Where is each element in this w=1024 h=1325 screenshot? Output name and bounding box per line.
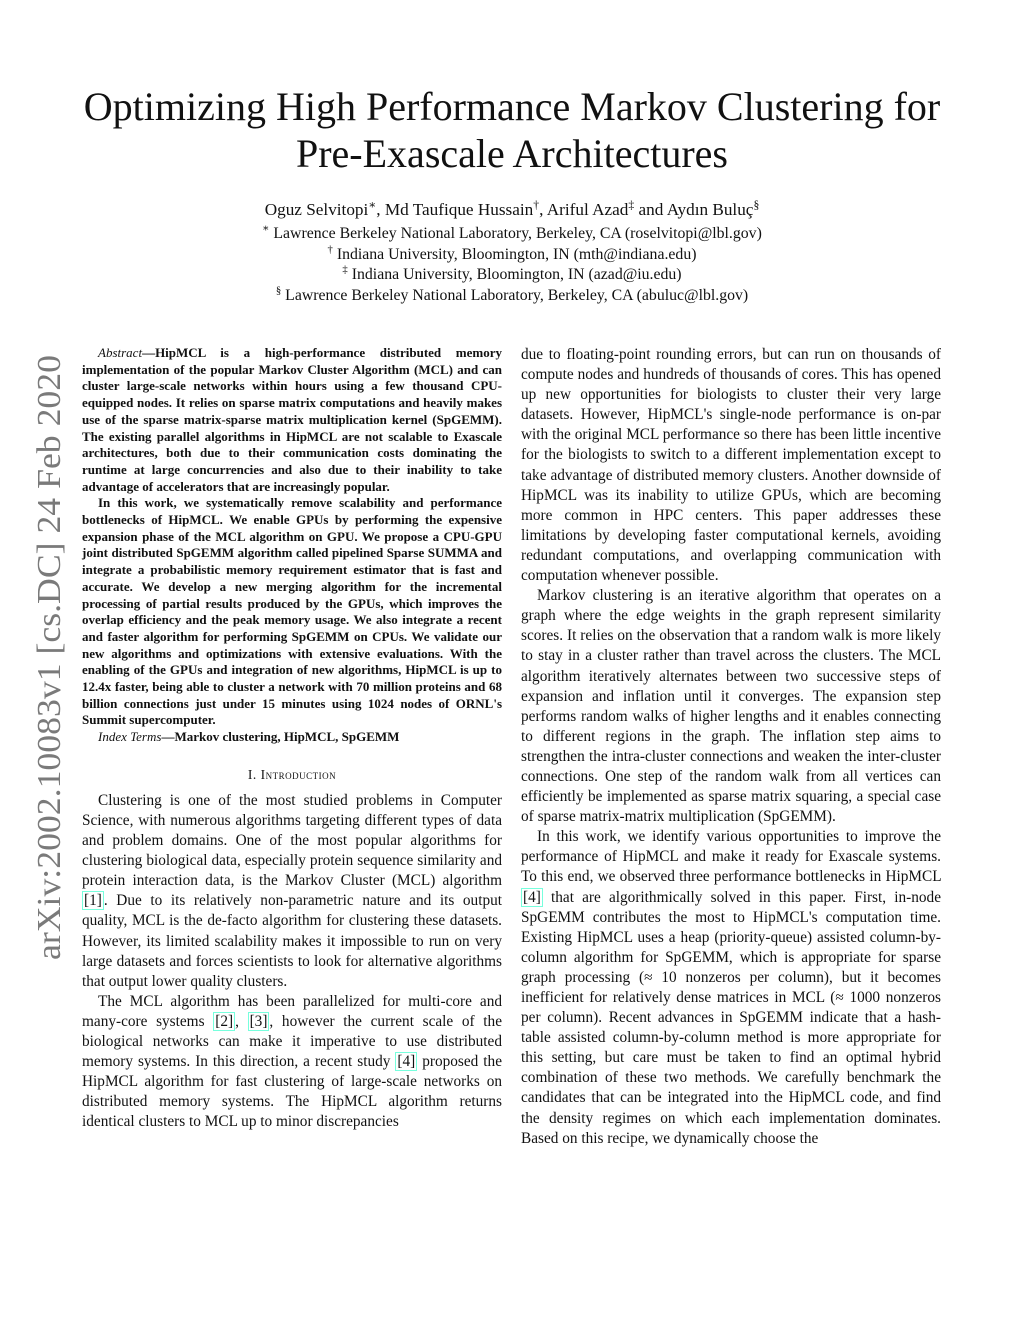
affiliation: † Indiana University, Bloomington, IN (mth@indiana.edu) (327, 243, 697, 263)
body-paragraph: The MCL algorithm has been parallelized for multi-core and many-core systems [2] , [3] , however the current scale of the biological networks can make it imperative to use distributed memory systems. In this direction, a recent study [4] proposed the HipMCL algorithm for fast clustering of large-scale networks on distributed memory systems. The HipMCL algorithm returns identical clusters to MCL up to minor discrepancies (82, 992, 502, 1131)
right-column (521, 345, 941, 1149)
index-terms-label: Index Terms (98, 729, 162, 745)
citation-link[interactable]: [1] (84, 892, 102, 910)
left-column (82, 345, 502, 1132)
abstract-paragraph: In this work, we systematically remove scalability and performance bottlenecks of HipMCL. We enable GPUs by performing the expensive expansion phase of the MCL algorithm on GPU. We propose a CPU-GPU joint distributed SpGEMM algorithm called pipelined Sparse SUMMA and integrate a probabilistic memory requirement estimator that is fast and accurate. We develop a new merging algorithm for the incremental processing of partial results produced by the GPUs, which improves the overlap efficiency and the peak memory usage. We also integrate a recent and faster algorithm for performing SpGEMM on CPUs. We validate our new algorithms and optimizations with extensive evaluations. With the enabling of the GPUs and integration of new algorithms, HipMCL is up to 12.4x faster, being able to cluster a network with 70 million proteins and 68 billion connections just under 15 minutes using 1024 nodes of ORNL's Summit supercomputer. (82, 495, 502, 728)
affiliation: § Lawrence Berkeley National Laboratory, Berkeley, CA (abuluc@lbl.gov) (275, 284, 749, 304)
citation-link[interactable]: [2] (215, 1012, 234, 1030)
citation-link[interactable]: [4] (523, 888, 541, 906)
author-list: Oguz Selvitopi∗, Md Taufique Hussain†, Ariful Azad‡ and Aydın Buluç§ (264, 198, 760, 219)
author-name: Md Taufique Hussain (384, 200, 534, 219)
section-heading: I. Introduction (247, 766, 337, 782)
arxiv-sidebar-stamp (2, 350, 74, 965)
intro-left-text (82, 791, 502, 1133)
body-paragraph: Markov clustering is an iterative algorithm that operates on a graph where the edge weights in the graph represent similarity scores. It relies on the observation that a random walk is more likely to stay in a cluster rather than travel across the clusters. The MCL algorithm iteratively alternates between two successive steps of expansion and inflation until it converges. The expansion step performs random walks of higher lengths and it enables connecting to different regions in the graph. The inflation step aims to strengthen the intra-cluster connections and weaken the inter-cluster connections. One step of the random walk from all vertices can efficiently be implemented as sparse matrix squaring, a special case of sparse matrix-matrix multiplication (SpGEMM). (521, 587, 941, 826)
affiliation-list (120, 224, 904, 306)
author-name: Ariful Azad (546, 200, 629, 219)
citation-link[interactable]: [3] (249, 1012, 268, 1030)
body-paragraph: In this work, we identify various opportunities to improve the performance of HipMCL and make it ready for Exascale systems. To this end, we observed three performance bottlenecks in HipMCL [4] that are algorithmically solved in this paper. First, in-node SpGEMM contributes the most to HipMCL's computation time. Existing HipMCL uses a heap (priority-queue) assisted column-by-column algorithm for SpGEMM, which is appropriate for sparse graph processing (≈ 10 nonzeros per column), but it becomes inefficient for relatively dense matrices in MCL (≈ 1000 nonzeros per column). Recent advances in SpGEMM indicate that a hash-table assisted column-by-column method is more appropriate for this setting, but care must be taken to find an optimal hybrid combination of these two methods. We carefully benchmark the candidates that can be integrated into the HipMCL code, and find the density regimes on which each implementation dominates. Based on this recipe, we dynamically choose the (521, 828, 941, 1147)
arxiv-id-text: arXiv:2002.10083v1 [cs.DC] 24 Feb 2020 (31, 383, 68, 960)
affiliation: ∗ Lawrence Berkeley National Laboratory, Berkeley, CA (roselvitopi@lbl.gov) (262, 222, 762, 242)
index-terms: Index Terms—Markov clustering, HipMCL, SpGEMM (98, 729, 400, 745)
intro-right-text (521, 345, 941, 1149)
abstract (82, 345, 502, 746)
abstract-label: Abstract (98, 345, 143, 360)
citation-link[interactable]: [4] (397, 1053, 416, 1071)
affiliation: ‡ Indiana University, Bloomington, IN (azad@iu.edu) (342, 263, 682, 283)
abstract-paragraph: Abstract—HipMCL is a high-performance distributed memory implementation of the popular Markov Cluster Algorithm (MCL) and can cluster large-scale networks within hours using a few thousand CPU-equipped nodes. It relies on sparse matrix computations and heavily makes use of the sparse matrix-sparse matrix multiplication kernel (SpGEMM). The existing parallel algorithms in HipMCL are not scalable to Exascale architectures, both due to their communication costs dominating the runtime at large concurrencies and also due to their inability to take advantage of accelerators that are increasingly popular. (82, 345, 502, 494)
body-paragraph: due to floating-point rounding errors, but can run on thousands of compute nodes and hundreds of thousands of cores. This has opened up new opportunities for biologists to cluster their very large datasets. However, HipMCL's single-node performance is on-par with the original MCL performance so there has been little incentive for the biologists to switch to a different implementation except to take advantage of distributed memory clusters. Another downside of HipMCL was its inability to utilize GPUs, which are becoming more common in HPC centers. This paper addresses these limitations by developing faster computational kernels, avoiding redundant computations, and overlapping communication with computation whenever possible. (521, 346, 941, 585)
paper-title: Optimizing High Performance Markov Clustering for Pre-Exascale Architectures (83, 84, 941, 176)
body-paragraph: Clustering is one of the most studied problems in Computer Science, with numerous algorithms targeting different types of data and problem domains. One of the most popular algorithms for clustering biological data, especially protein sequence similarity and protein interaction data, is the Markov Cluster (MCL) algorithm [1] . Due to its relatively non-parametric nature and its output quality, MCL is the de-facto algorithm for clustering these datasets. However, its limited scalability makes it impossible to run on very large datasets and forces scientists to look for alternative algorithms that output lower quality clusters. (82, 791, 502, 990)
author-name: Aydın Buluç (666, 200, 754, 219)
author-name: Oguz Selvitopi (264, 200, 369, 219)
